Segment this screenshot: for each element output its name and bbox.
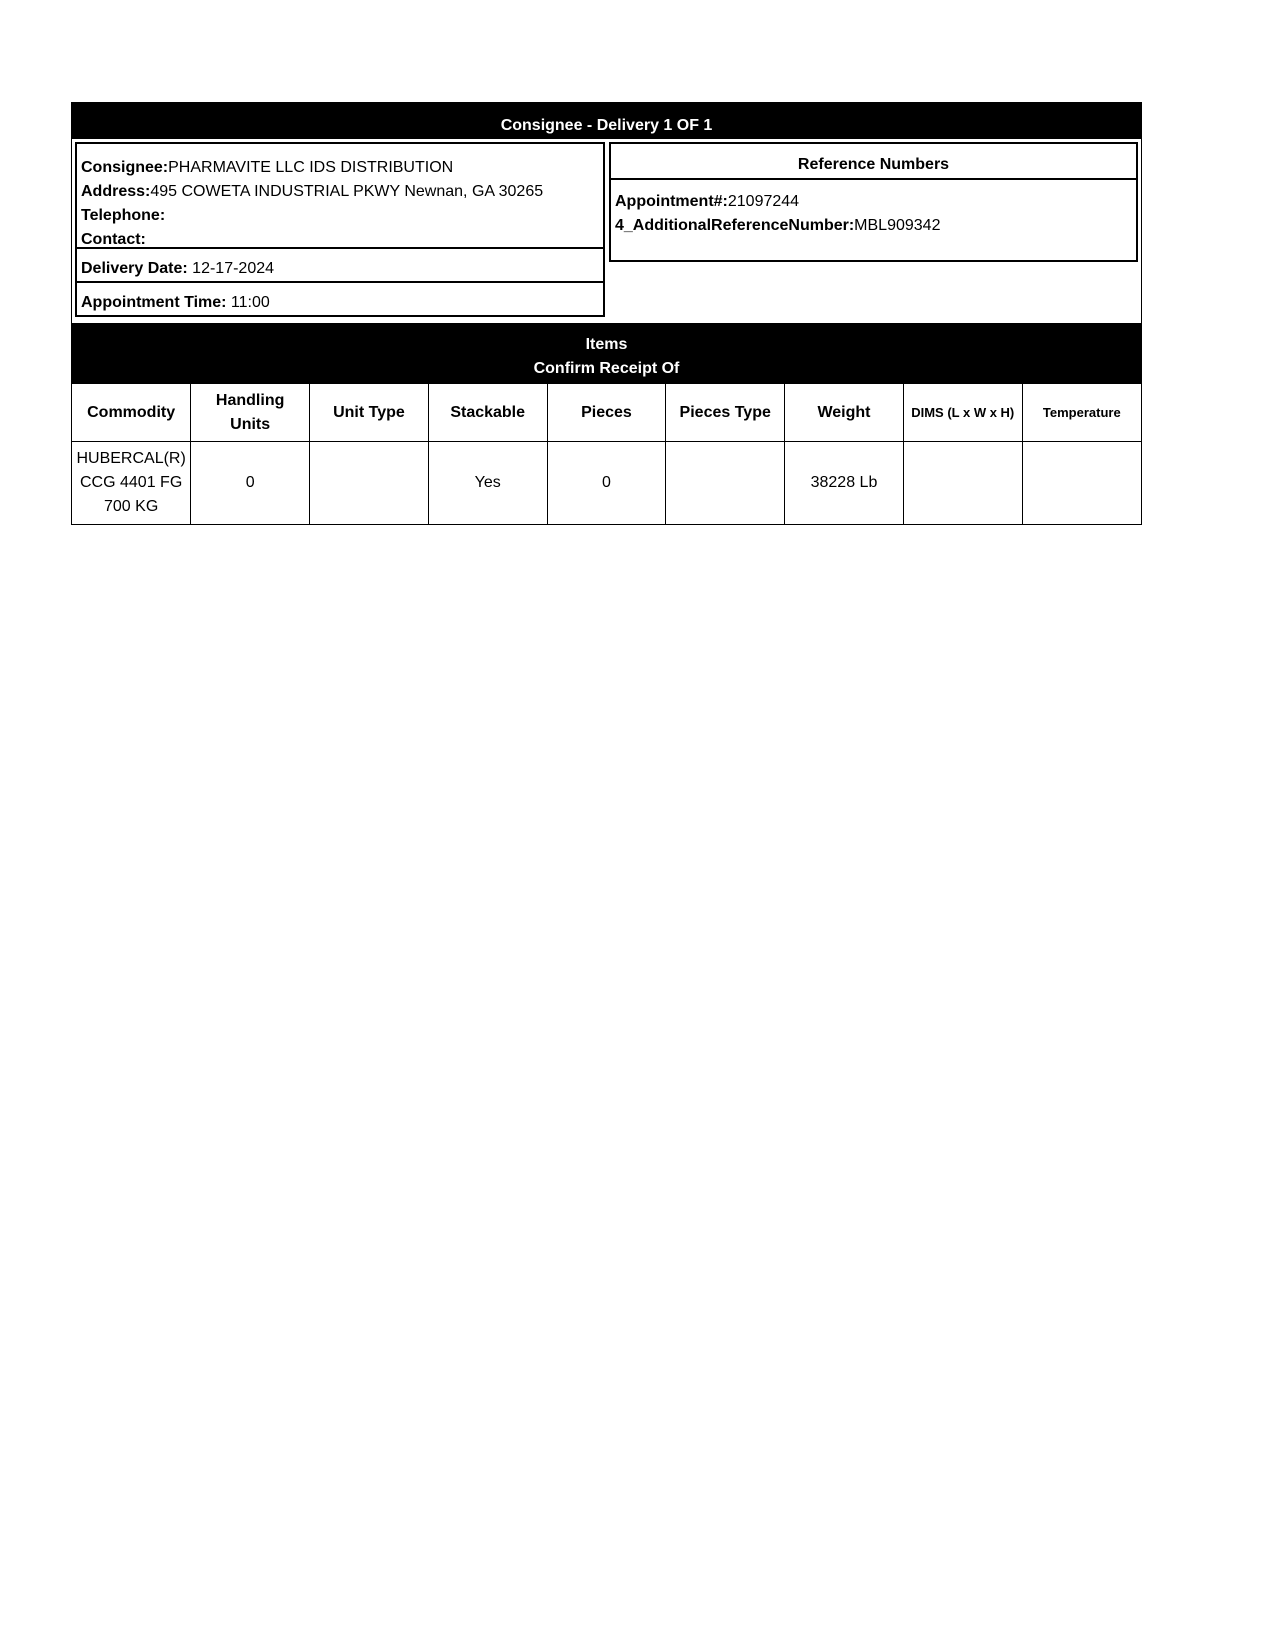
consignee-line bbox=[81, 156, 599, 180]
contact-label: Contact: bbox=[81, 231, 146, 248]
consignee-label: Consignee: bbox=[81, 159, 169, 176]
cell-pieces-type bbox=[666, 442, 785, 525]
items-table bbox=[72, 383, 1141, 524]
reference-title: Reference Numbers bbox=[611, 144, 1136, 180]
address-label: Address: bbox=[81, 183, 151, 200]
col-handling-units-line1: Handling bbox=[215, 391, 285, 409]
col-stackable: Stackable bbox=[428, 384, 547, 442]
col-pieces-type: Pieces Type bbox=[666, 384, 785, 442]
consignee-value: PHARMAVITE LLC IDS DISTRIBUTION bbox=[168, 159, 454, 176]
delivery-header-bar bbox=[72, 103, 1141, 139]
appointment-number-line bbox=[615, 190, 1132, 214]
cell-stackable: Yes bbox=[428, 442, 547, 525]
delivery-header-title: Consignee - Delivery 1 OF 1 bbox=[500, 117, 713, 134]
col-temperature: Temperature bbox=[1022, 384, 1141, 442]
col-handling-units-line2: Units bbox=[230, 415, 271, 433]
appointment-number-label: Appointment#: bbox=[615, 193, 728, 210]
address-line bbox=[81, 180, 599, 204]
telephone-label: Telephone: bbox=[81, 207, 166, 224]
delivery-document bbox=[71, 102, 1142, 525]
consignee-box bbox=[75, 142, 605, 249]
appointment-time-label: Appointment Time: bbox=[81, 294, 227, 311]
cell-weight: 38228 Lb bbox=[785, 442, 904, 525]
col-dims: DIMS (L x W x H) bbox=[903, 384, 1022, 442]
cell-commodity-line1: HUBERCAL(R) bbox=[76, 450, 186, 467]
additional-reference-value: MBL909342 bbox=[854, 217, 941, 234]
cell-dims bbox=[903, 442, 1022, 525]
cell-commodity-line3: 700 KG bbox=[104, 498, 159, 515]
reference-panel bbox=[607, 139, 1141, 323]
delivery-date-value: 12-17-2024 bbox=[187, 260, 275, 277]
cell-handling-units: 0 bbox=[191, 442, 310, 525]
address-value: 495 COWETA INDUSTRIAL PKWY Newnan, GA 30265 bbox=[150, 183, 544, 200]
reference-body bbox=[611, 180, 1136, 238]
col-handling-units bbox=[191, 384, 310, 442]
appointment-time-value: 11:00 bbox=[226, 294, 270, 311]
confirm-receipt-title: Confirm Receipt Of bbox=[533, 360, 680, 377]
reference-box bbox=[609, 142, 1138, 262]
cell-pieces: 0 bbox=[547, 442, 666, 525]
items-title: Items bbox=[585, 336, 628, 353]
additional-reference-line bbox=[615, 214, 1132, 238]
delivery-date-box bbox=[75, 247, 605, 283]
additional-reference-label: 4_AdditionalReferenceNumber: bbox=[615, 217, 855, 234]
items-table-header-row bbox=[72, 384, 1141, 442]
telephone-line bbox=[81, 204, 599, 228]
cell-temperature bbox=[1022, 442, 1141, 525]
col-commodity: Commodity bbox=[72, 384, 191, 442]
delivery-date-label: Delivery Date: bbox=[81, 260, 188, 277]
appointment-time-box bbox=[75, 281, 605, 317]
items-header-bar bbox=[72, 323, 1141, 383]
col-pieces: Pieces bbox=[547, 384, 666, 442]
cell-commodity bbox=[72, 442, 191, 525]
table-row bbox=[72, 442, 1141, 525]
appointment-number-value: 21097244 bbox=[727, 193, 800, 210]
col-unit-type: Unit Type bbox=[310, 384, 429, 442]
info-section bbox=[72, 139, 1141, 323]
col-weight: Weight bbox=[785, 384, 904, 442]
cell-commodity-line2: CCG 4401 FG bbox=[80, 474, 183, 491]
consignee-panel bbox=[72, 139, 607, 323]
cell-unit-type bbox=[310, 442, 429, 525]
